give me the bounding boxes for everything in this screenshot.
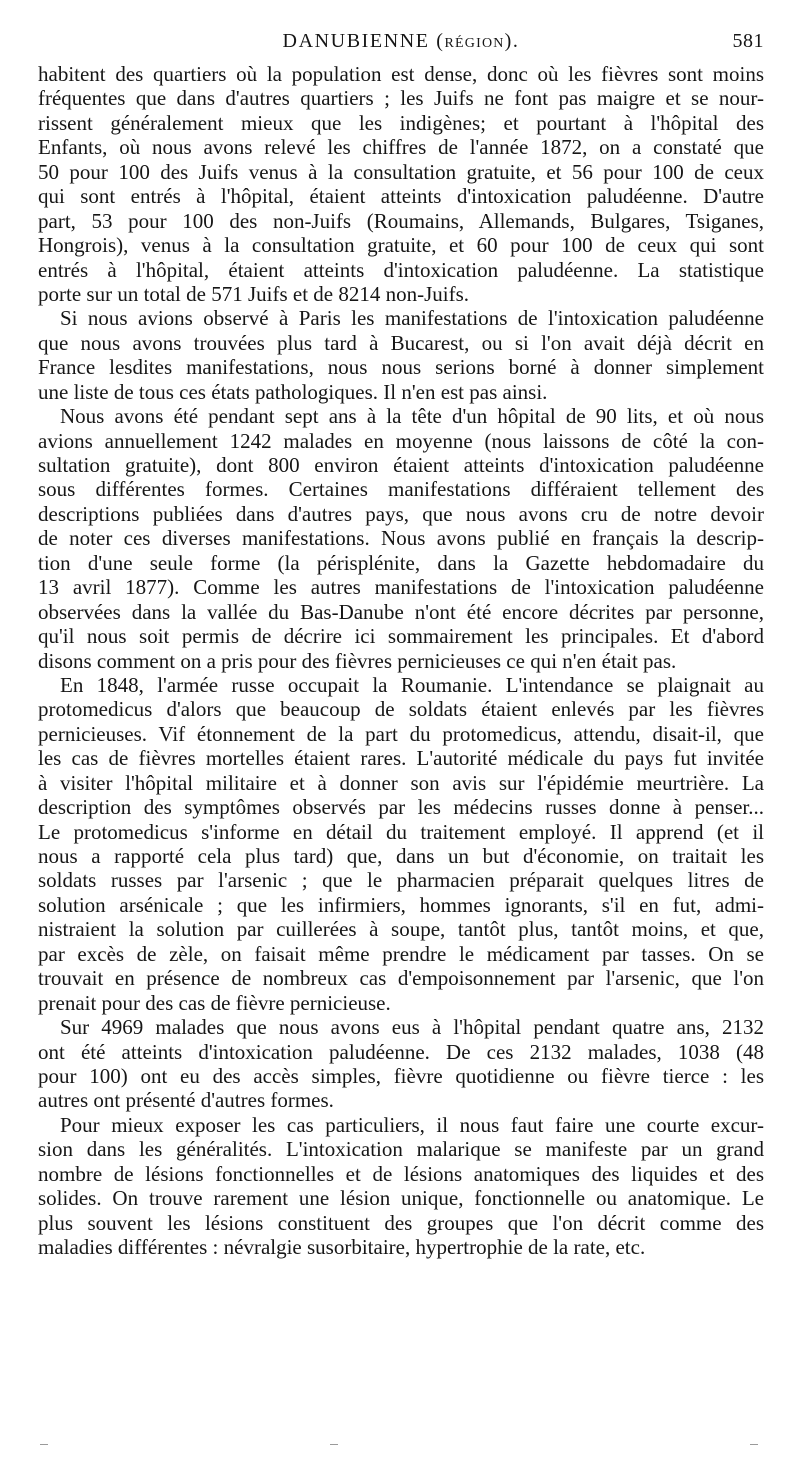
- text-line: porte sur un total de 571 Juifs et de 8214 non-Juifs.: [38, 281, 470, 306]
- section-title-close: ).: [504, 30, 520, 52]
- text-line: pour 100) ont eu des accès simples, fièvre quotidienne ou fièvre tierce : les: [38, 1063, 764, 1088]
- paragraph: [38, 673, 764, 1015]
- text-line: que nous avons trouvées plus tard à Bucarest, ou si l'on avait déjà décrit en: [38, 330, 764, 355]
- text-line: qu'il nous soit permis de décrire ici sommairement les principales. Et d'abord: [38, 624, 764, 649]
- text-line: Enfants, où nous avons relevé les chiffres de l'année 1872, on a constaté que: [38, 135, 764, 160]
- text-line: nombre de lésions fonctionnelles et de lésions anatomiques des liquides et des: [38, 1161, 764, 1186]
- text-line: plus souvent les lésions constituent des groupes que l'on décrit comme des: [38, 1210, 764, 1235]
- text-line: solution arsénicale ; que les infirmiers, hommes ignorants, s'il en fut, admi-: [38, 892, 764, 917]
- text-line: 50 pour 100 des Juifs venus à la consultation gratuite, et 56 pour 100 de ceux: [38, 159, 764, 184]
- section-title-small-caps: RÉGION: [444, 36, 505, 51]
- text-line: Si nous avions observé à Paris les manifestations de l'intoxication paludéenne: [60, 306, 764, 331]
- text-line: sous différentes formes. Certaines manifestations différaient tellement des: [38, 477, 764, 502]
- text-line: à visiter l'hôpital militaire et à donner son avis sur l'épidémie meurtrière. La: [38, 770, 764, 795]
- text-line: 13 avril 1877). Comme les autres manifestations de l'intoxication paludéenne: [38, 575, 764, 600]
- text-line: ont été atteints d'intoxication paludéenne. De ces 2132 malades, 1038 (48: [38, 1039, 764, 1064]
- text-line: France lesdites manifestations, nous nous serions borné à donner simplement: [38, 355, 764, 380]
- page-number: 581: [732, 30, 764, 52]
- text-line: autres ont présenté d'autres formes.: [38, 1088, 334, 1113]
- footer-tick-left: [40, 1444, 48, 1445]
- text-line: solides. On trouve rarement une lésion unique, fonctionnelle ou anatomique. Le: [38, 1186, 764, 1211]
- text-line: En 1848, l'armée russe occupait la Roumanie. L'intendance se plaignait au: [60, 672, 764, 697]
- text-line: Nous avons été pendant sept ans à la tête d'un hôpital de 90 lits, et où nous: [60, 404, 764, 429]
- paragraph: [38, 306, 764, 404]
- footer-marks: [30, 1444, 770, 1448]
- text-line: Hongrois), venus à la consultation gratuite, et 60 pour 100 de ceux qui sont: [38, 233, 764, 258]
- text-line: disons comment on a pris pour des fièvres pernicieuses ce qui n'en était pas.: [38, 648, 677, 673]
- footer-tick-center: [330, 1444, 338, 1445]
- paragraph: [38, 404, 764, 673]
- text-line: observées dans la vallée du Bas-Danube n'ont été encore décrites par personne,: [38, 599, 764, 624]
- section-title-main: DANUBIENNE (: [282, 30, 445, 52]
- text-line: nous a rapporté cela plus tard) que, dans un but d'économie, on traitait les: [38, 844, 764, 868]
- paragraph: [38, 1113, 764, 1260]
- text-line: soldats russes par l'arsenic ; que le pharmacien préparait quelques litres de: [38, 868, 764, 893]
- text-line: rissent généralement mieux que les indigènes; et pourtant à l'hôpital des: [38, 110, 764, 135]
- body-text: [38, 62, 764, 1259]
- text-line: nistraient la solution par cuillerées à soupe, tantôt plus, tantôt moins, et que,: [38, 917, 764, 942]
- text-line: avions annuellement 1242 malades en moyenne (nous laissons de côté la con-: [38, 428, 764, 453]
- text-line: Sur 4969 malades que nous avons eus à l'hôpital pendant quatre ans, 2132: [60, 1015, 764, 1040]
- text-line: description des symptômes observés par les médecins russes donne à penser...: [38, 795, 764, 820]
- text-line: part, 53 pour 100 des non-Juifs (Roumains, Allemands, Bulgares, Tsiganes,: [38, 208, 764, 233]
- text-line: fréquentes que dans d'autres quartiers ; les Juifs ne font pas maigre et se nour-: [38, 86, 764, 111]
- text-line: trouvait en présence de nombreux cas d'empoisonnement par l'arsenic, que l'on: [38, 966, 764, 991]
- text-line: descriptions publiées dans d'autres pays, que nous avons cru de notre devoir: [38, 501, 764, 526]
- text-line: qui sont entrés à l'hôpital, étaient atteints d'intoxication paludéenne. D'autre: [38, 184, 764, 209]
- text-line: sultation gratuite), dont 800 environ étaient atteints d'intoxication paludéenne: [38, 453, 764, 477]
- text-line: habitent des quartiers où la population est dense, donc où les fièvres sont moins: [38, 62, 764, 86]
- text-line: Le protomedicus s'informe en détail du traitement employé. Il apprend (et il: [38, 819, 764, 844]
- running-head: [38, 30, 764, 60]
- text-line: prenait pour des cas de fièvre pernicieuse.: [38, 990, 391, 1015]
- paragraph: [38, 1015, 764, 1113]
- text-line: par excès de zèle, on faisait même prendre le médicament par tasses. On se: [38, 941, 764, 966]
- footer-tick-right: [750, 1444, 758, 1445]
- paragraph: [38, 62, 764, 306]
- text-line: sion dans les généralités. L'intoxication malarique se manifeste par un grand: [38, 1137, 764, 1162]
- text-line: tion d'une seule forme (la périsplénite, dans la Gazette hebdomadaire du: [38, 550, 764, 575]
- text-line: de noter ces diverses manifestations. Nous avons publié en français la descrip-: [38, 526, 764, 551]
- text-line: pernicieuses. Vif étonnement de la part du protomedicus, attendu, disait-il, que: [38, 721, 764, 746]
- text-line: entrés à l'hôpital, étaient atteints d'intoxication paludéenne. La statistique: [38, 257, 764, 282]
- section-title: [38, 30, 764, 53]
- text-line: les cas de fièvres mortelles étaient rares. L'autorité médicale du pays fut invitée: [38, 746, 764, 771]
- text-line: Pour mieux exposer les cas particuliers, il nous faut faire une courte excur-: [60, 1112, 764, 1137]
- text-line: maladies différentes : névralgie susorbitaire, hypertrophie de la rate, etc.: [38, 1235, 646, 1259]
- text-line: une liste de tous ces états pathologiques. Il n'en est pas ainsi.: [38, 379, 548, 404]
- text-line: protomedicus d'alors que beaucoup de soldats étaient enlevés par les fièvres: [38, 697, 764, 722]
